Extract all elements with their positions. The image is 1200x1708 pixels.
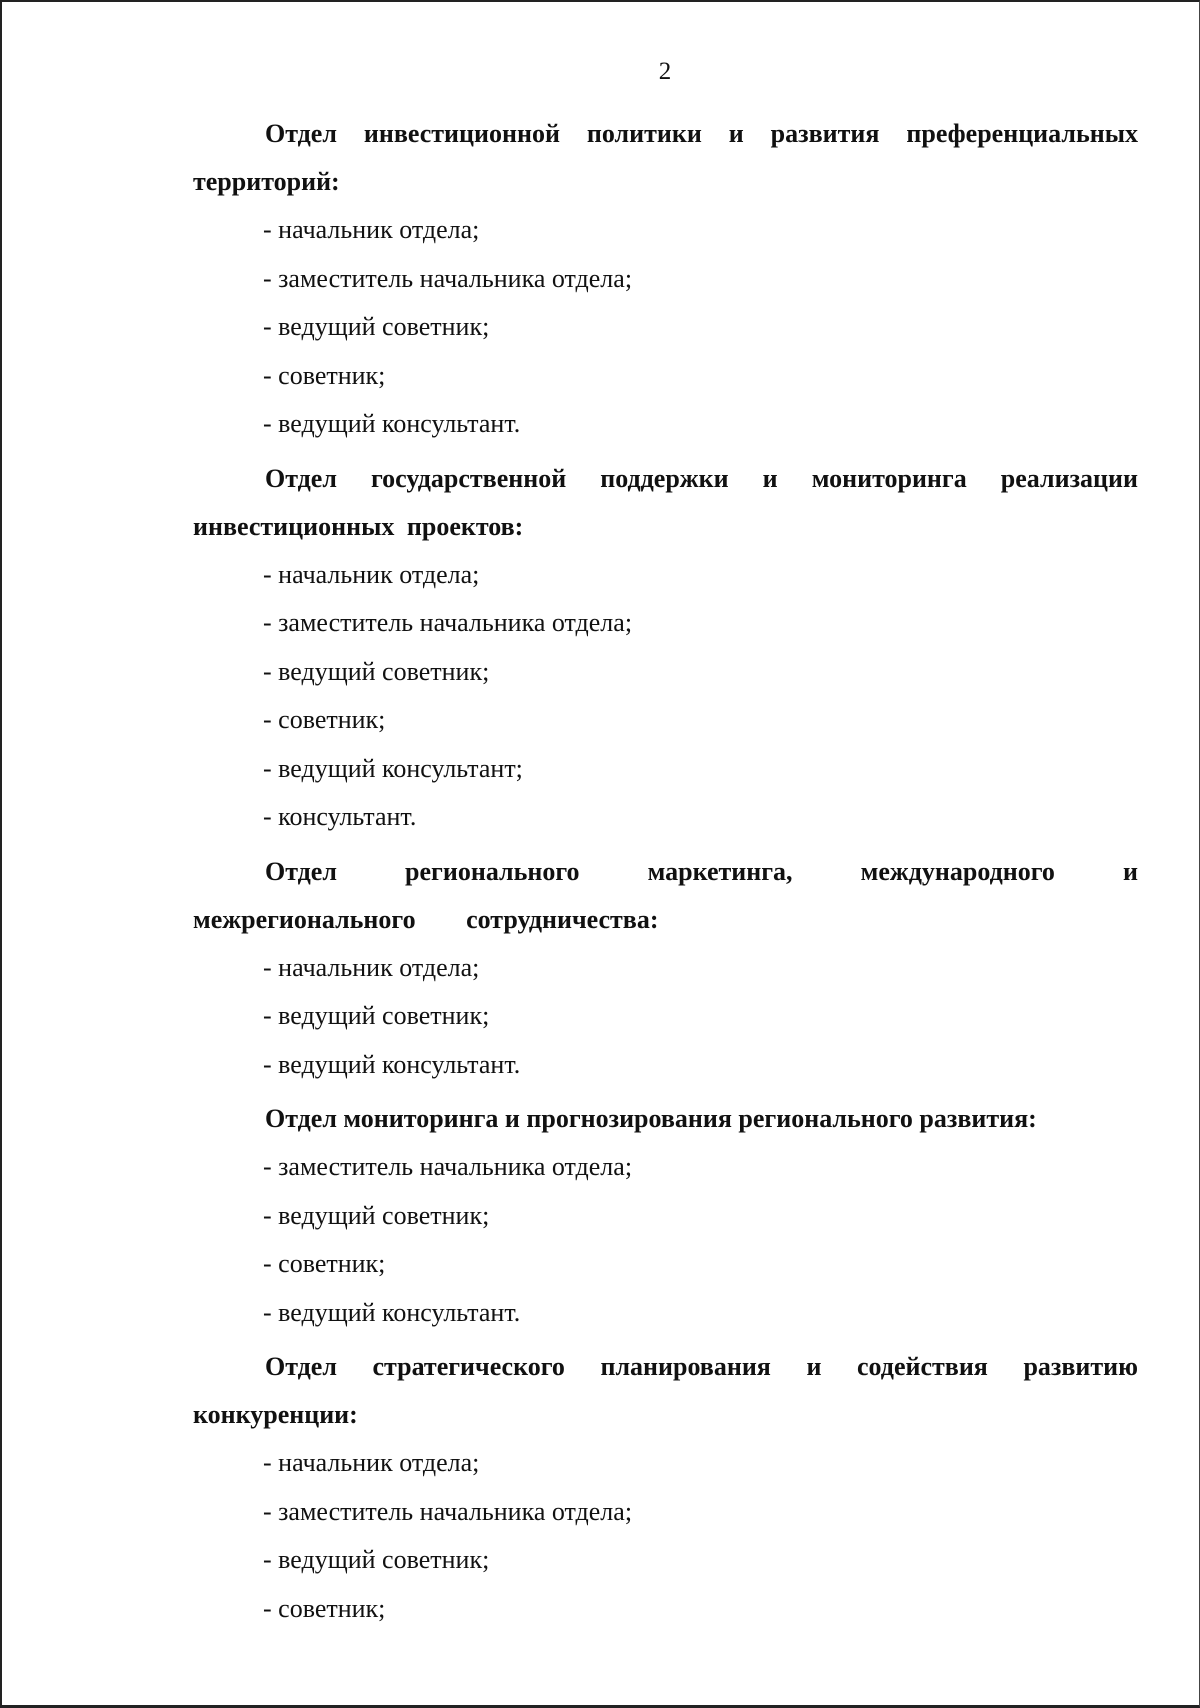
position-item: - ведущий советник;	[263, 312, 490, 341]
position-list	[193, 551, 1138, 842]
position-item: - заместитель начальника отдела;	[263, 1496, 633, 1526]
position-item: - заместитель начальника отдела;	[263, 1152, 633, 1181]
department-heading: Отдел мониторинга и прогнозирования регионального развития:	[265, 1104, 1037, 1133]
position-item: - начальник отдела;	[263, 215, 480, 244]
position-item: - ведущий консультант;	[263, 753, 523, 783]
position-item: - ведущий советник;	[263, 1001, 490, 1030]
position-item: - заместитель начальника отдела;	[263, 263, 633, 293]
position-item: - заместитель начальника отдела;	[263, 608, 633, 637]
position-item: - ведущий консультант.	[263, 1049, 521, 1079]
position-item: - ведущий советник;	[263, 1545, 490, 1574]
department-heading: Отдел стратегического планирования и содействия развитию конкуренции:	[193, 1352, 1138, 1429]
position-list	[193, 206, 1138, 449]
position-item: - советник;	[263, 1249, 386, 1278]
position-item: - начальник отдела;	[263, 559, 480, 589]
department-state-support	[193, 455, 1138, 842]
department-heading: Отдел инвестиционной политики и развития преференциальных территорий:	[193, 119, 1138, 196]
position-list	[193, 1143, 1138, 1337]
department-regional-marketing	[193, 848, 1138, 1090]
position-item: - советник;	[263, 705, 386, 734]
department-heading: Отдел государственной поддержки и мониторинга реализации инвестиционных проектов:	[193, 463, 1138, 541]
position-list	[193, 1439, 1138, 1633]
position-item: - консультант.	[263, 802, 417, 831]
position-item: - начальник отдела;	[263, 952, 480, 982]
page-number: 2	[658, 58, 672, 85]
position-item: - ведущий советник;	[263, 1200, 490, 1230]
department-strategic-planning	[193, 1343, 1138, 1633]
position-item: - советник;	[263, 1593, 386, 1623]
department-heading: Отдел регионального маркетинга, международного и межрегионального сотрудничества:	[193, 856, 1138, 934]
position-item: - ведущий консультант.	[263, 1297, 521, 1327]
position-item: - советник;	[263, 360, 386, 390]
position-item: - ведущий консультант.	[263, 409, 521, 438]
position-item: - начальник отдела;	[263, 1448, 480, 1477]
department-investment-policy	[193, 110, 1138, 449]
document-body	[193, 110, 1138, 1639]
position-item: - ведущий советник;	[263, 656, 490, 686]
department-monitoring-forecasting	[193, 1095, 1138, 1337]
position-list	[193, 944, 1138, 1090]
